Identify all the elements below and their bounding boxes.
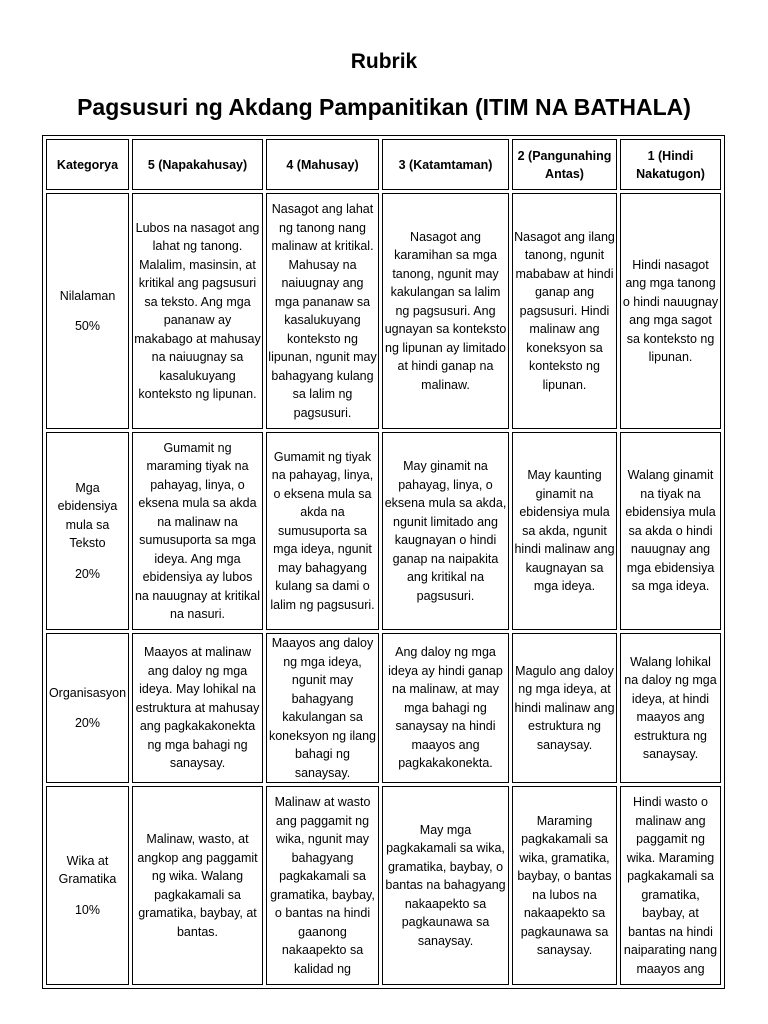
criteria-cell: Malinaw, wasto, at angkop ang paggamit ng wika. Walang pagkakamali sa gramatika, baybay, at bantas. [132,786,263,985]
category-cell [46,432,129,630]
category-percent: 20% [74,566,101,581]
criteria-cell: Lubos na nasagot ang lahat ng tanong. Malalim, masinsin, at kritikal ang pagsusuri sa teksto. Ang mga pananaw ay makabago at mahusay na naiuugnay sa kasalukuyang konteksto ng lipunan. [132,193,263,429]
table-row [46,193,721,429]
criteria-cell: May kaunting ginamit na ebidensiya mula sa akda, ngunit hindi malinaw ang kaugnayan sa mga ideya. [512,432,617,630]
header-cell: 3 (Katamtaman) [382,139,509,190]
criteria-cell: Gumamit ng maraming tiyak na pahayag, linya, o eksena mula sa akda na malinaw na sumusuporta sa mga ideya. Ang mga ebidensiya ay lubos na nauugnay at kritikal na nasuri. [132,432,263,630]
header-cell: 1 (Hindi Nakatugon) [620,139,721,190]
table-row [46,432,721,630]
header-row [46,139,721,190]
criteria-cell: Hindi wasto o malinaw ang paggamit ng wika. Maraming pagkakamali sa gramatika, baybay, at bantas na hindi naiparating nang maayos ang [620,786,721,985]
criteria-cell: Gumamit ng tiyak na pahayag, linya, o eksena mula sa akda na sumusuporta sa mga ideya, ngunit may bahagyang kulang sa dami o lalim ng pagsusuri. [266,432,379,630]
criteria-cell: Nasagot ang karamihan sa mga tanong, ngunit may kakulangan sa lalim ng pagsusuri. Ang ugnayan sa konteksto ng lipunan ay limitado at hindi ganap na malinaw. [382,193,509,429]
criteria-cell: Walang lohikal na daloy ng mga ideya, at hindi maayos ang estruktura ng sanaysay. [620,633,721,783]
header-cell: 5 (Napakahusay) [132,139,263,190]
criteria-cell: May mga pagkakamali sa wika, gramatika, baybay, o bantas na bahagyang nakaapekto sa pagkaunawa sa sanaysay. [382,786,509,985]
category-percent: 20% [74,716,101,730]
criteria-cell: Hindi nasagot ang mga tanong o hindi nauugnay ang mga sagot sa konteksto ng lipunan. [620,193,721,429]
header-cell: 4 (Mahusay) [266,139,379,190]
category-label: Wika at Gramatika [58,853,117,887]
criteria-cell: Nasagot ang lahat ng tanong nang malinaw at kritikal. Mahusay na naiuugnay ang mga pananaw sa kasalukuyang konteksto ng lipunan, ngunit may bahagyang kulang sa lalim ng pagsusuri. [266,193,379,429]
criteria-cell: Walang ginamit na tiyak na ebidensiya mula sa akda o hindi nauugnay ang mga ebidensiya sa mga ideya. [620,432,721,630]
criteria-cell: May ginamit na pahayag, linya, o eksena mula sa akda, ngunit limitado ang kaugnayan o hindi ganap na naipakita ang kritikal na pagsusuri. [382,432,509,630]
page-title: Rubrik [350,50,418,73]
criteria-cell: Maraming pagkakamali sa wika, gramatika, baybay, o bantas na lubos na nakaapekto sa pagkaunawa sa sanaysay. [512,786,617,985]
category-cell [46,633,129,783]
table-row [46,633,721,783]
category-cell [46,786,129,985]
category-cell [46,193,129,429]
criteria-cell: Nasagot ang ilang tanong, ngunit mababaw at hindi ganap ang pagsusuri. Hindi malinaw ang koneksyon sa konteksto ng lipunan. [512,193,617,429]
criteria-cell: Maayos ang daloy ng mga ideya, ngunit may bahagyang kakulangan sa koneksyon ng ilang bahagi ng sanaysay. [266,633,379,783]
criteria-cell: Ang daloy ng mga ideya ay hindi ganap na malinaw, at may mga bahagi ng sanaysay na hindi maayos ang pagkakakonekta. [382,633,509,783]
page-subtitle: Pagsusuri ng Akdang Pampanitikan (ITIM NA BATHALA) [77,94,691,120]
category-label: Mga ebidensiya mula sa Teksto [57,480,118,551]
header-cell: 2 (Pangunahing Antas) [512,139,617,190]
category-label: Organisasyon [48,685,127,700]
table-row [46,786,721,985]
criteria-cell: Maayos at malinaw ang daloy ng mga ideya. May lohikal na estruktura at mahusay ang pagkakakonekta ng mga bahagi ng sanaysay. [132,633,263,783]
category-percent: 10% [74,902,101,917]
criteria-cell: Magulo ang daloy ng mga ideya, at hindi malinaw ang estruktura ng sanaysay. [512,633,617,783]
category-percent: 50% [74,319,101,333]
criteria-cell: Malinaw at wasto ang paggamit ng wika, ngunit may bahagyang pagkakamali sa gramatika, baybay, o bantas na hindi gaanong nakaapekto sa kalidad ng [266,786,379,985]
header-cell: Kategorya [46,139,129,190]
category-label: Nilalaman [59,288,116,303]
rubric-table [42,135,725,989]
